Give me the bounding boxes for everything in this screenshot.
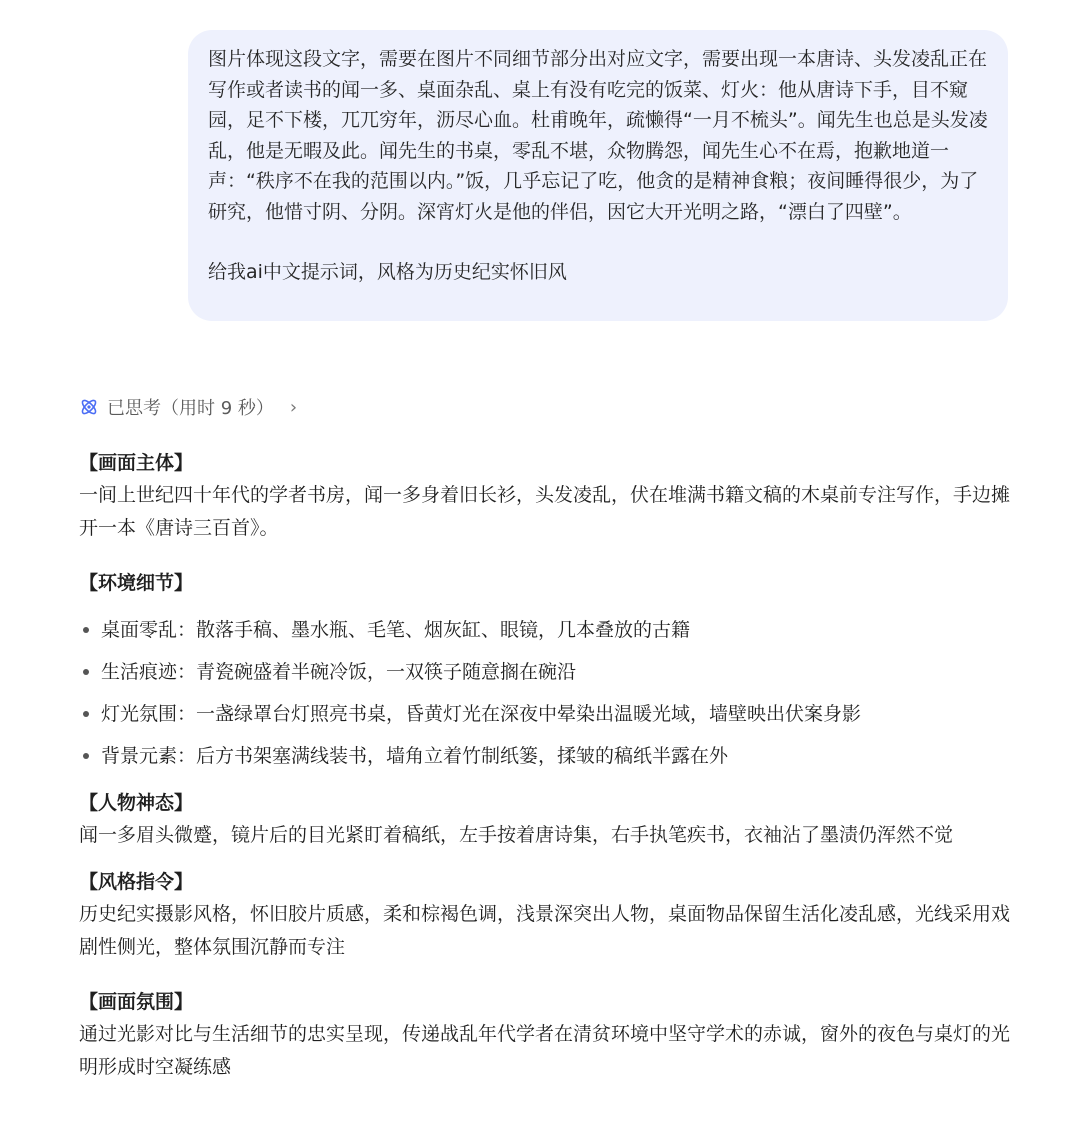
section-style: [79, 866, 1019, 964]
thinking-toggle[interactable]: [79, 394, 297, 420]
section-text: 闻一多眉头微蹙，镜片后的目光紧盯着稿纸，左手按着唐诗集，右手执笔疾书，衣袖沾了墨渍仍浑然不觉: [79, 824, 954, 846]
section-environment: [79, 567, 1019, 777]
section-heading: 【人物神态】: [79, 792, 194, 814]
section-atmosphere: [79, 986, 1019, 1084]
section-subject: [79, 447, 1019, 545]
user-message-paragraph: 图片体现这段文字，需要在图片不同细节部分出对应文字，需要出现一本唐诗、头发凌乱正在写作或者读书的闻一多、桌面杂乱、桌上有没有吃完的饭菜、灯火：他从唐诗下手，目不窥园，足不下楼，兀兀穷年，沥尽心血。杜甫晚年，疏懒得“一月不梳头”。闻先生也总是头发凌乱，他是无暇及此。闻先生的书桌，零乱不堪，众物腾怨，闻先生心不在焉，抱歉地道一声：“秩序不在我的范围以内。”饭，几乎忘记了吃，他贪的是精神食粮；夜间睡得很少，为了研究，他惜寸阴、分阴。深宵灯火是他的伴侣，因它大开光明之路，“漂白了四壁”。: [208, 48, 988, 223]
assistant-answer: [79, 447, 1019, 1084]
section-heading: 【风格指令】: [79, 871, 194, 893]
user-message-paragraph: 给我ai中文提示词，风格为历史纪实怀旧风: [208, 261, 567, 283]
section-text: 历史纪实摄影风格，怀旧胶片质感，柔和棕褐色调，浅景深突出人物，桌面物品保留生活化凌乱感，光线采用戏剧性侧光，整体氛围沉静而专注: [79, 903, 1011, 958]
thinking-label: 已思考（用时 9 秒）: [107, 398, 274, 419]
section-text: 一间上世纪四十年代的学者书房，闻一多身着旧长衫，头发凌乱，伏在堆满书籍文稿的木桌前专注写作，手边摊开一本《唐诗三百首》。: [79, 484, 1011, 539]
list-item: 背景元素：后方书架塞满线装书，墙角立着竹制纸篓，揉皱的稿纸半露在外: [79, 735, 1019, 777]
list-item: 桌面零乱：散落手稿、墨水瓶、毛笔、烟灰缸、眼镜，几本叠放的古籍: [79, 609, 1019, 651]
bullet-list: [79, 609, 1019, 777]
list-item: 生活痕迹：青瓷碗盛着半碗冷饭，一双筷子随意搁在碗沿: [79, 651, 1019, 693]
chevron-right-icon: ›: [289, 396, 298, 418]
list-item: 灯光氛围：一盏绿罩台灯照亮书桌，昏黄灯光在深夜中晕染出温暖光域，墙壁映出伏案身影: [79, 693, 1019, 735]
atom-icon: [79, 397, 99, 417]
section-expression: [79, 787, 1019, 852]
section-text: 通过光影对比与生活细节的忠实呈现，传递战乱年代学者在清贫环境中坚守学术的赤诚，窗外的夜色与桌灯的光明形成时空凝练感: [79, 1023, 1011, 1078]
user-message-bubble: [188, 30, 1008, 321]
section-heading: 【环境细节】: [79, 572, 194, 594]
section-heading: 【画面主体】: [79, 452, 194, 474]
section-heading: 【画面氛围】: [79, 991, 194, 1013]
